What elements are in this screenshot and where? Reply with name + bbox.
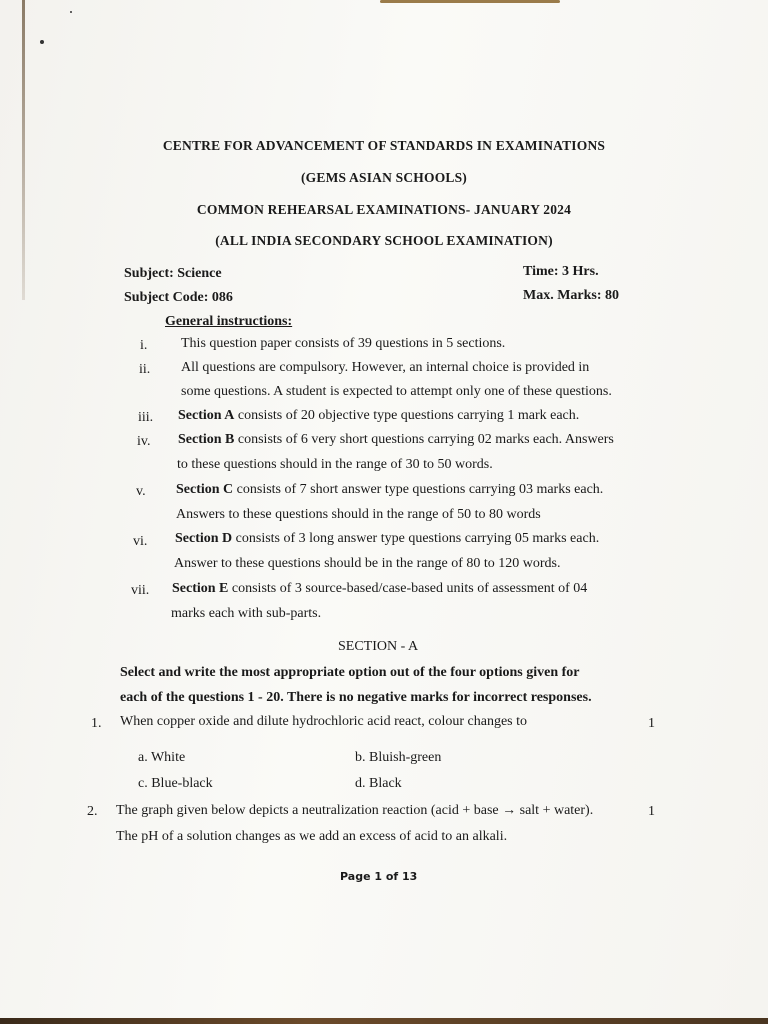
instruction-text	[178, 432, 614, 448]
question-marks: 1	[648, 804, 655, 819]
instruction-text	[178, 408, 579, 424]
section-name: Section A	[178, 408, 235, 423]
instruction-num: vi.	[133, 534, 148, 549]
question-marks: 1	[648, 716, 655, 731]
instruction-rest: consists of 20 objective type questions carrying 1 mark each.	[234, 408, 580, 423]
instruction-rest: consists of 6 very short questions carrying 02 marks each. Answers	[234, 432, 614, 447]
instruction-text	[175, 531, 599, 547]
page-number: Page 1 of 13	[340, 870, 418, 883]
instruction-text: to these questions should in the range of 30 to 50 words.	[177, 457, 493, 472]
instruction-text: This question paper consists of 39 questions in 5 sections.	[181, 336, 506, 351]
section-a-instructions: each of the questions 1 - 20. There is no negative marks for incorrect responses.	[120, 690, 592, 705]
instruction-text: some questions. A student is expected to attempt only one of these questions.	[181, 384, 612, 399]
ink-speck	[40, 40, 44, 44]
top-edge-shadow	[380, 0, 560, 3]
section-name: Section D	[175, 531, 233, 546]
instruction-text: All questions are compulsory. However, an internal choice is provided in	[181, 360, 590, 375]
instruction-rest: consists of 3 source-based/case-based units of assessment of 04	[228, 581, 588, 596]
option-a: a. White	[138, 750, 186, 765]
instruction-text: marks each with sub-parts.	[171, 606, 322, 621]
instructions-heading: General instructions:	[165, 314, 293, 329]
section-name: Section E	[172, 581, 229, 596]
header-exam-type: (ALL INDIA SECONDARY SCHOOL EXAMINATION)	[215, 233, 553, 248]
header-title: CENTRE FOR ADVANCEMENT OF STANDARDS IN EXAMINATIONS	[162, 138, 606, 153]
bottom-edge	[0, 1018, 768, 1024]
option-b: b. Bluish-green	[355, 750, 442, 765]
question-number: 2.	[87, 804, 98, 819]
subject-code-label: Subject Code: 086	[124, 290, 233, 305]
subject-label: Subject: Science	[124, 266, 222, 281]
time-label: Time: 3 Hrs.	[523, 264, 599, 279]
instruction-num: vii.	[131, 583, 150, 598]
instruction-text: Answer to these questions should be in the range of 80 to 120 words.	[174, 556, 561, 571]
max-marks-label: Max. Marks: 80	[523, 288, 620, 303]
header-school: (GEMS ASIAN SCHOOLS)	[300, 170, 468, 185]
instruction-text	[176, 482, 603, 498]
instruction-text	[172, 581, 587, 597]
instruction-num: iii.	[138, 410, 154, 425]
instruction-rest: consists of 3 long answer type questions carrying 05 marks each.	[232, 531, 600, 546]
section-name: Section B	[178, 432, 235, 447]
section-name: Section C	[176, 482, 234, 497]
instruction-text: Answers to these questions should in the range of 50 to 80 words	[176, 507, 541, 522]
question-text: When copper oxide and dilute hydrochloric acid react, colour changes to	[120, 714, 528, 729]
instruction-num: i.	[140, 338, 148, 353]
question-text: The graph given below depicts a neutralization reaction (acid + base → salt + water).	[116, 803, 594, 818]
header-exam: COMMON REHEARSAL EXAMINATIONS- JANUARY 2024	[196, 202, 572, 217]
option-c: c. Blue-black	[138, 776, 213, 791]
instruction-num: ii.	[139, 362, 151, 377]
ink-speck	[70, 11, 72, 13]
section-a-instructions: Select and write the most appropriate option out of the four options given for	[120, 665, 580, 680]
instruction-rest: consists of 7 short answer type questions carrying 03 marks each.	[233, 482, 604, 497]
option-d: d. Black	[355, 776, 402, 791]
instruction-num: iv.	[137, 434, 151, 449]
section-a-title: SECTION - A	[338, 639, 419, 654]
question-number: 1.	[91, 716, 102, 731]
instruction-num: v.	[136, 484, 146, 499]
question-text: The pH of a solution changes as we add an excess of acid to an alkali.	[116, 829, 508, 844]
